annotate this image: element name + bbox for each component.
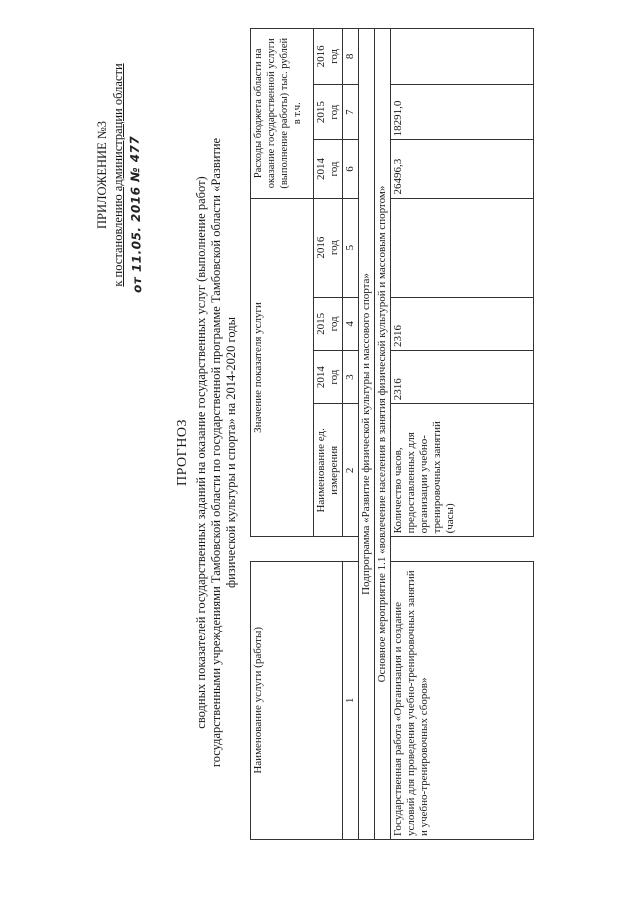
title-line-2: государственными учреждениями Тамбовской области по государственной программе Тамбовской области «Развитие: [209, 137, 223, 768]
measure-title: Основное мероприятие 1.1 «вовлечение населения в занятия физической культурой и массовым спортом»: [375, 29, 391, 840]
appendix-heading: ПРИЛОЖЕНИЕ №3: [95, 120, 109, 230]
page-title: ПРОГНОЗ: [175, 419, 190, 487]
col-num-2: 2: [343, 404, 359, 537]
title-line-3: физической культуры и спорта» на 2014-2020 годы: [224, 316, 238, 589]
forecast-table: [250, 28, 534, 840]
header-year-2016: 2016 год: [314, 198, 343, 297]
header-budget-2015: 2015 год: [314, 84, 343, 140]
table-row: [391, 29, 534, 840]
header-gap: [251, 537, 343, 561]
row-budget-2014: 26496,3: [391, 140, 534, 198]
header-unit-name: Наименование ед. измерения: [314, 404, 343, 537]
col-num-4: 4: [343, 297, 359, 350]
row-budget-2015: 18291,0: [391, 84, 534, 140]
header-service-name: Наименование услуги (работы): [251, 561, 343, 839]
header-year-2015: 2015 год: [314, 297, 343, 350]
row-unit: Количество часов, предоставленных для организации учебно-тренировочных занятий (часы): [391, 404, 534, 537]
signature-handwritten: от 11.05. 2016 № 477: [127, 135, 145, 294]
row-service-name: Государственная работа «Организация и создание условий для проведения учебно-тренировочных занятий и учебно-тренировочных сборов»: [391, 561, 534, 839]
row-gap: [391, 537, 534, 561]
header-budget-2014: 2014 год: [314, 140, 343, 198]
col-num-7: 7: [343, 84, 359, 140]
col-num-5: 5: [343, 198, 359, 297]
measure-row: [375, 29, 391, 840]
row-value-2016: [391, 198, 534, 297]
col-num-6: 6: [343, 140, 359, 198]
row-budget-2016: [391, 29, 534, 85]
header-budget-2016: 2016 год: [314, 29, 343, 85]
col-num-gap: [343, 537, 359, 561]
header-year-2014: 2014 год: [314, 351, 343, 404]
col-num-3: 3: [343, 351, 359, 404]
header-budget-note: в т.ч.: [292, 102, 303, 125]
header-budget: [251, 29, 314, 199]
title-line-1: сводных показателей государственных заданий на оказание государственных услуг (выполнение работ): [194, 176, 208, 729]
subprogram-title: Подпрограмма «Развитие физической культуры и массового спорта»: [359, 29, 375, 840]
row-value-2014: 2316: [391, 351, 534, 404]
header-indicator-value: Значение показателя услуги: [251, 198, 314, 537]
col-num-8: 8: [343, 29, 359, 85]
header-row-1: [251, 29, 314, 840]
subprogram-row: [359, 29, 375, 840]
header-budget-text: Расходы бюджета области на оказание государственной услуги (выполнение работы) тыс. рублей: [253, 37, 290, 189]
column-number-row: [343, 29, 359, 840]
resolution-line: к постановлению администрации области: [111, 63, 125, 287]
col-num-1: 1: [343, 561, 359, 839]
row-value-2015: 2316: [391, 297, 534, 350]
